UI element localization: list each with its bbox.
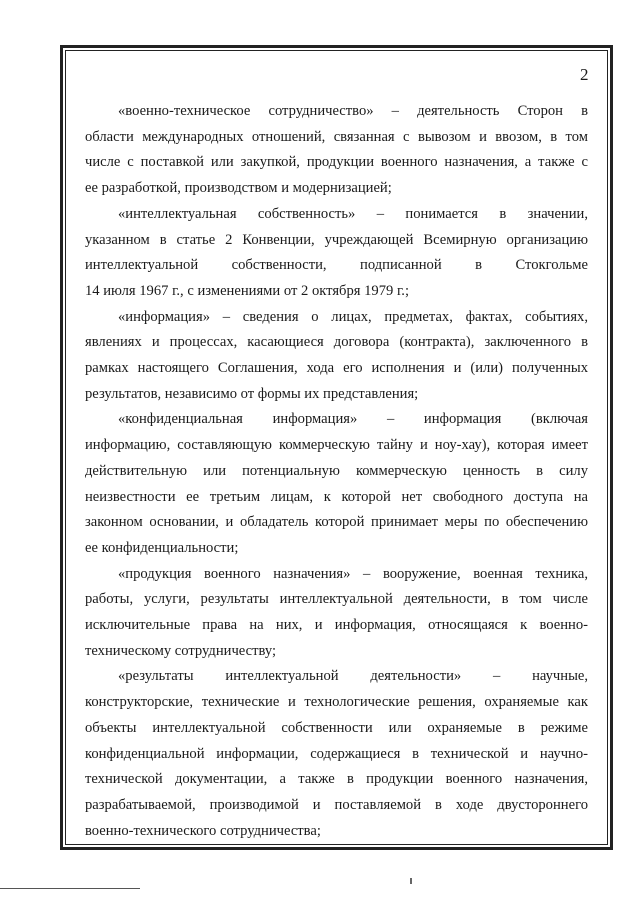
paragraph-line: информацию, составляющую коммерческую тайну и ноу-хау), которая имеет [85,437,588,454]
paragraph-line: «конфиденциальная информация» – информация (включая [118,411,588,428]
paragraph-line: работы, услуги, результаты интеллектуальной деятельности, в том числе [85,591,588,608]
definition-paragraph [85,664,588,844]
paragraph-line: 14 июля 1967 г., с изменениями от 2 октября 1979 г.; [85,282,410,299]
paragraph-line: исключительные права на них, и информация, относящаяся к военно- [85,617,588,634]
paragraph-line: объекты интеллектуальной собственности или охраняемые в режиме [85,719,588,736]
definition-paragraph [85,305,588,408]
document-body [85,99,588,844]
definition-paragraph [85,202,588,305]
paragraph-line: явлениях и процессах, касающиеся договора (контракта), заключенного в [85,334,588,351]
paragraph-line: рамках настоящего Соглашения, хода его исполнения и (или) полученных [85,360,588,377]
definition-paragraph [85,562,588,665]
definition-paragraph [85,99,588,202]
paragraph-line: технической документации, а также в продукции военного назначения, [85,771,588,788]
paragraph-line: ее разработкой, производством и модернизацией; [85,180,392,197]
scan-mark [410,878,412,884]
paragraph-line: «интеллектуальная собственность» – понимается в значении, [118,205,588,222]
paragraph-line: «продукция военного назначения» – вооружение, военная техника, [118,565,588,582]
paragraph-line: ее конфиденциальности; [85,539,239,556]
paragraph-line: интеллектуальной собственности, подписанной в Стокгольме [85,257,588,274]
paragraph-line: числе с поставкой или закупкой, продукции военного назначения, а также с [85,154,588,171]
paragraph-line: результатов, независимо от формы их представления; [85,385,419,402]
paragraph-line: военно-технического сотрудничества; [85,822,321,839]
footer-rule [0,888,140,889]
paragraph-line: техническому сотрудничеству; [85,642,277,659]
paragraph-line: неизвестности ее третьим лицам, к которой нет свободного доступа на [85,488,588,505]
paragraph-line: действительную или потенциальную коммерческую ценность в силу [85,462,588,479]
paragraph-line: «военно-техническое сотрудничество» – деятельность Сторон в [118,103,588,119]
paragraph-line: «информация» – сведения о лицах, предметах, фактах, событиях, [118,308,588,325]
paragraph-line: разрабатываемой, производимой и поставляемой в ходе двустороннего [85,796,588,813]
definition-paragraph [85,407,588,561]
page-number: 2 [580,65,589,84]
paragraph-line: указанном в статье 2 Конвенции, учреждающей Всемирную организацию [85,231,588,248]
paragraph-line: области международных отношений, связанная с вывозом и ввозом, в том [85,128,588,145]
paragraph-line: конфиденциальной информации, содержащиеся в технической и научно- [85,745,588,762]
paragraph-line: законном основании, и обладатель которой принимает меры по обеспечению [85,514,588,531]
paragraph-line: «результаты интеллектуальной деятельности» – научные, [118,668,588,685]
paragraph-line: конструкторские, технические и технологические решения, охраняемые как [85,694,588,711]
